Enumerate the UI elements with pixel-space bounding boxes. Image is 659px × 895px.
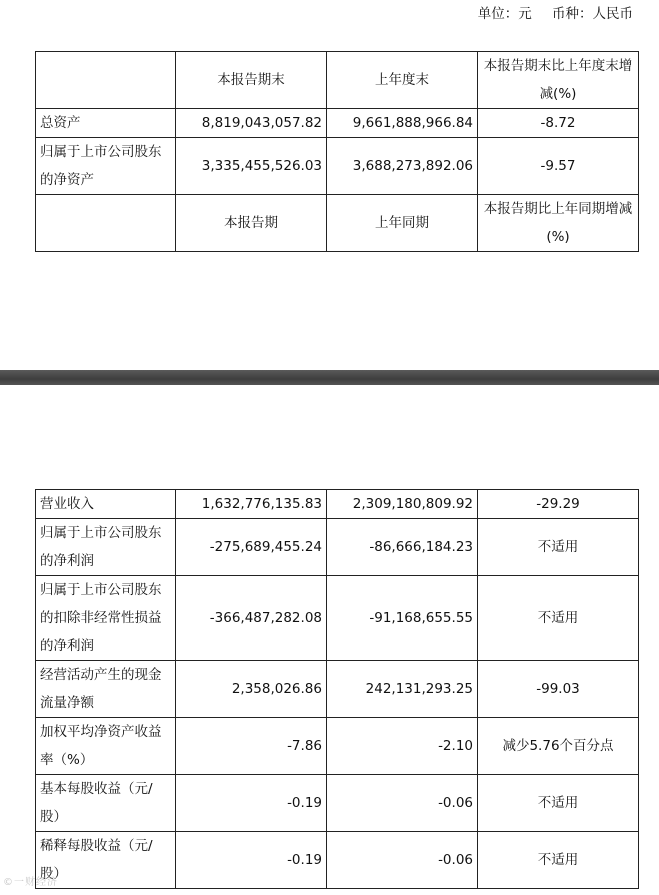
current-value: 2,358,026.86 (176, 661, 327, 718)
change-value: -29.29 (478, 490, 639, 519)
current-value: 1,632,776,135.83 (176, 490, 327, 519)
current-value: 8,819,043,057.82 (176, 109, 327, 138)
table-row (36, 576, 639, 661)
empty-header-cell (36, 52, 176, 109)
header-row (36, 52, 639, 109)
table-row (36, 109, 639, 138)
col-header-current-period: 本报告期 (176, 195, 327, 252)
col-header-period-change: 本报告期比上年同期增减(%) (478, 195, 639, 252)
change-value: 不适用 (478, 832, 639, 889)
prior-value: -91,168,655.55 (327, 576, 478, 661)
row-label: 归属于上市公司股东的扣除非经常性损益的净利润 (36, 576, 176, 661)
table-row (36, 775, 639, 832)
current-value: -366,487,282.08 (176, 576, 327, 661)
table-row (36, 661, 639, 718)
change-value: -9.57 (478, 138, 639, 195)
row-label: 总资产 (36, 109, 176, 138)
current-value: -0.19 (176, 775, 327, 832)
prior-value: -2.10 (327, 718, 478, 775)
current-value: -275,689,455.24 (176, 519, 327, 576)
page-divider (0, 370, 659, 385)
prior-value: 2,309,180,809.92 (327, 490, 478, 519)
current-value: 3,335,455,526.03 (176, 138, 327, 195)
col-header-same-period-last-year: 上年同期 (327, 195, 478, 252)
col-header-period-end: 本报告期末 (176, 52, 327, 109)
change-value: 减少5.76个百分点 (478, 718, 639, 775)
currency-label: 币种：人民币 (552, 6, 633, 22)
col-header-change: 本报告期末比上年度末增减(%) (478, 52, 639, 109)
table-row (36, 490, 639, 519)
row-label: 营业收入 (36, 490, 176, 519)
row-label: 加权平均净资产收益率（%） (36, 718, 176, 775)
prior-value: 9,661,888,966.84 (327, 109, 478, 138)
prior-value: 3,688,273,892.06 (327, 138, 478, 195)
row-label: 基本每股收益（元/股） (36, 775, 176, 832)
row-label: 稀释每股收益（元/股） (36, 832, 176, 889)
prior-value: -0.06 (327, 775, 478, 832)
empty-header-cell (36, 195, 176, 252)
change-value: -99.03 (478, 661, 639, 718)
row-label: 归属于上市公司股东的净资产 (36, 138, 176, 195)
table-row (36, 138, 639, 195)
table-row (36, 832, 639, 889)
table-row (36, 718, 639, 775)
period-header-row (36, 195, 639, 252)
unit-currency-line (478, 4, 633, 24)
prior-value: -86,666,184.23 (327, 519, 478, 576)
change-value: 不适用 (478, 519, 639, 576)
row-label: 归属于上市公司股东的净利润 (36, 519, 176, 576)
current-value: -0.19 (176, 832, 327, 889)
row-label: 经营活动产生的现金流量净额 (36, 661, 176, 718)
income-statement-table (35, 489, 639, 889)
prior-value: 242,131,293.25 (327, 661, 478, 718)
prior-value: -0.06 (327, 832, 478, 889)
change-value: -8.72 (478, 109, 639, 138)
col-header-prior-year-end: 上年度末 (327, 52, 478, 109)
unit-label: 单位：元 (477, 6, 532, 22)
change-value: 不适用 (478, 775, 639, 832)
change-value: 不适用 (478, 576, 639, 661)
table-row (36, 519, 639, 576)
watermark-text: ©一财经济 (3, 877, 58, 888)
balance-sheet-table (35, 51, 639, 252)
current-value: -7.86 (176, 718, 327, 775)
